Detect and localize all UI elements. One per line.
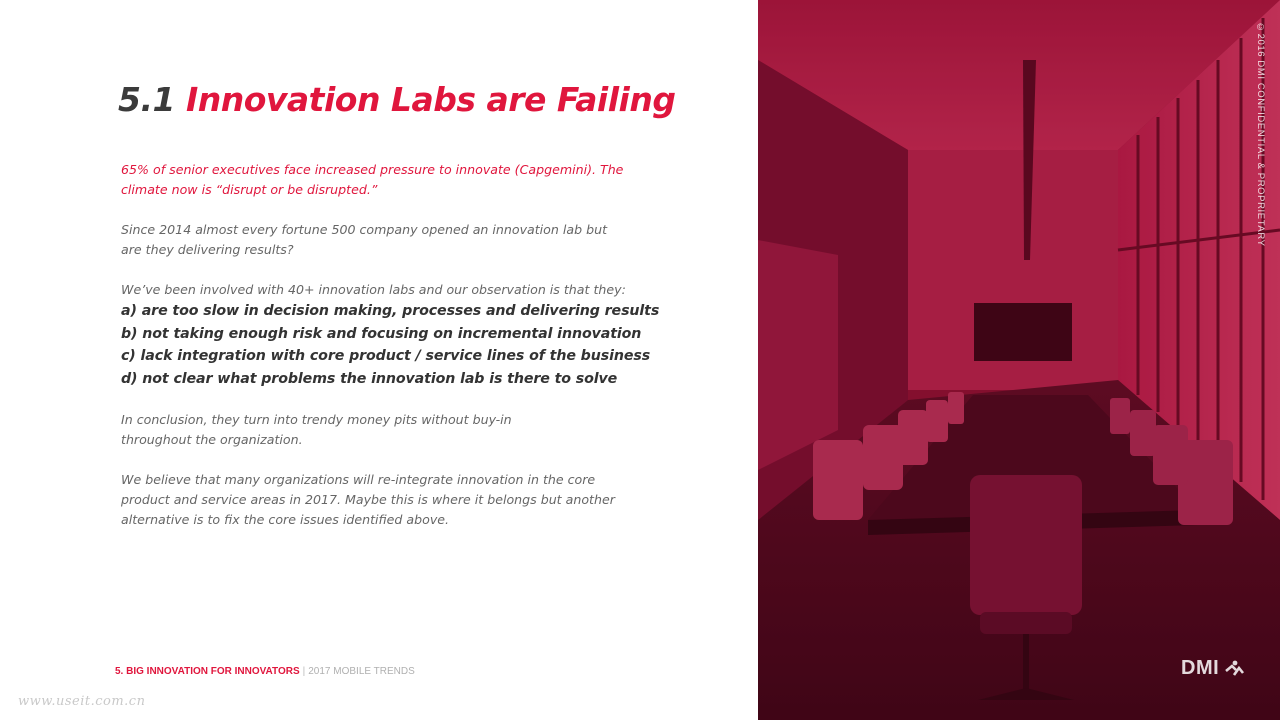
believe-line-2: product and service areas in 2017. Maybe this is where it belongs but another [121, 492, 615, 507]
conclusion-line-2: throughout the organization. [121, 432, 303, 447]
believe-line-1: We believe that many organizations will re-integrate innovation in the core [121, 472, 596, 487]
involved-paragraph: We’ve been involved with 40+ innovation labs and our observation is that they: [121, 282, 626, 297]
observations-list [121, 300, 660, 390]
intro-line-2: climate now is “disrupt or be disrupted.” [121, 182, 378, 197]
intro-paragraph [121, 160, 641, 200]
confidential-notice: ©2016 DMI CONFIDENTIAL & PROPRIETARY [1255, 22, 1266, 247]
observation-b: b) not taking enough risk and focusing on incremental innovation [121, 325, 642, 342]
observation-c: c) lack integration with core product / service lines of the business [121, 348, 651, 364]
watermark-text: www.useit.com.cn [18, 694, 146, 709]
since-paragraph [121, 220, 641, 260]
conference-room-illustration [758, 0, 1280, 720]
believe-line-3: alternative is to fix the core issues identified above. [121, 512, 450, 527]
logo-text: DMI [1181, 657, 1220, 679]
title-text: Innovation Labs are Failing [185, 80, 676, 119]
slide-footer [115, 666, 415, 677]
since-line-1: Since 2014 almost every fortune 500 company opened an innovation lab but [121, 222, 608, 237]
since-line-2: are they delivering results? [121, 242, 294, 257]
footer-separator: | [302, 666, 306, 677]
title-number: 5.1 [118, 80, 175, 119]
slide-title [118, 80, 675, 119]
slide-body [121, 160, 660, 550]
believe-paragraph [121, 470, 641, 530]
intro-line-1: 65% of senior executives face increased pressure to innovate (Capgemini). The [121, 162, 624, 177]
observation-d: d) not clear what problems the innovation lab is there to solve [121, 370, 618, 387]
dmi-logo [1181, 657, 1245, 680]
conclusion-paragraph [121, 410, 641, 450]
footer-section: 5. BIG INNOVATION FOR INNOVATORS [115, 666, 300, 677]
footer-subtitle: 2017 MOBILE TRENDS [308, 666, 415, 677]
logo-mark-icon [1223, 659, 1245, 679]
observation-a: a) are too slow in decision making, processes and delivering results [121, 303, 660, 319]
conclusion-line-1: In conclusion, they turn into trendy money pits without buy-in [121, 412, 512, 427]
conference-room-photo [758, 0, 1280, 720]
